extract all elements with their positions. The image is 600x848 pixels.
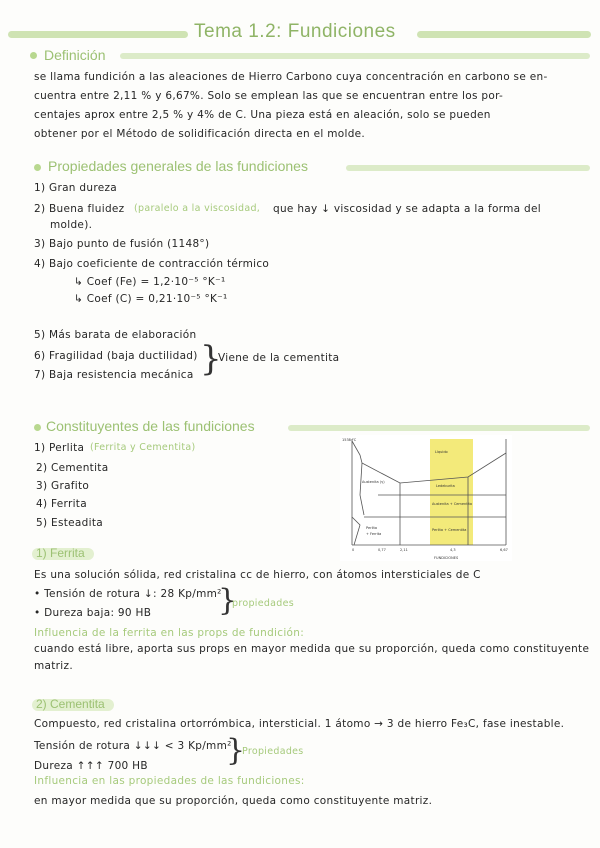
prop-2-note: (paralelo a la viscosidad,: [134, 203, 261, 214]
diagram-ledeburita: Ledeburita: [436, 484, 455, 488]
ferrita-infl-2: matriz.: [34, 660, 73, 672]
diagram-x-tick-label: 0,77: [378, 548, 386, 552]
heading-rule: [120, 53, 590, 59]
brace-note-cementita: Viene de la cementita: [218, 352, 340, 364]
def-line-1: se llama fundición a las aleaciones de Hierro Carbono cuya concentración en carbono se en-: [34, 71, 548, 83]
ferrita-line-1: Es una solución sólida, red cristalina cc de hierro, con átomos intersticiales de C: [34, 569, 481, 581]
cementita-infl-1: en mayor medida que su proporción, queda como constituyente matriz.: [34, 795, 433, 807]
page-title: Tema 1.2: Fundiciones: [194, 21, 396, 42]
diagram-austenita: Austenita (γ): [362, 480, 385, 484]
const-2: 2) Cementita: [36, 462, 109, 474]
prop-5: 5) Más barata de elaboración: [34, 329, 197, 341]
ferrita-bullet-2: • Dureza baja: 90 HB: [34, 607, 152, 619]
diagram-liquid: Líquido: [435, 450, 448, 454]
section-bullet: [30, 52, 37, 59]
ferrita-bullet-1: • Tensión de rotura ↓: 28 Kp/mm²: [34, 588, 222, 600]
diagram-temp-label: 1538 °C: [342, 438, 357, 442]
prop-4-fe: ↳ Coef (Fe) = 1,2·10⁻⁵ °K⁻¹: [74, 276, 226, 288]
prop-1: 1) Gran dureza: [34, 182, 118, 194]
diagram-x-caption: FUNDICIONES: [434, 556, 459, 560]
brace: }: [200, 339, 222, 379]
diagram-aust-cem: Austenita + Cementita: [432, 502, 473, 506]
section-bullet: [34, 164, 41, 171]
heading-constituyentes: Constituyentes de las fundiciones: [46, 418, 255, 434]
diagram-x-tick-label: 0: [352, 548, 355, 552]
def-line-4: obtener por el Método de solidificación directa en el molde.: [34, 128, 366, 140]
diagram-perlita-cem: Perlita + Cementita: [432, 528, 467, 532]
title-bar-right: [417, 31, 591, 38]
const-5: 5) Esteadita: [36, 517, 103, 529]
heading-rule: [346, 165, 590, 171]
ferrita-influencia: Influencia de la ferrita en las props de fundición:: [34, 627, 305, 639]
prop-2-cont: que hay ↓ viscosidad y se adapta a la forma del: [273, 203, 541, 215]
diagram-x-tick-label: 2,11: [400, 548, 408, 552]
diagram-x-tick-label: 4,3: [450, 548, 456, 552]
prop-2: 2) Buena fluidez: [34, 203, 125, 215]
title-bar-left: [8, 31, 188, 38]
def-line-3: centajes aprox entre 2,5 % y 4% de C. Una pieza está en aleación, solo se pueden: [34, 109, 491, 121]
const-4: 4) Ferrita: [36, 498, 87, 510]
cementita-bullet-1: Tensión de rotura ↓↓↓ < 3 Kp/mm²: [34, 740, 232, 752]
ferrita-infl-1: cuando está libre, aporta sus props en mayor medida que su proporción, queda como constituyente: [34, 643, 590, 655]
prop-6: 6) Fragilidad (baja ductilidad): [34, 350, 198, 362]
cementita-line-1: Compuesto, red cristalina ortorrómbica, intersticial. 1 átomo → 3 de hierro Fe₃C, fase inestable.: [34, 718, 565, 730]
prop-2-end: molde).: [50, 219, 93, 231]
prop-7: 7) Baja resistencia mecánica: [34, 369, 194, 381]
heading-cementita: 2) Cementita: [36, 697, 105, 711]
cementita-influencia: Influencia en las propiedades de las fundiciones:: [34, 775, 305, 787]
prop-4: 4) Bajo coeficiente de contracción térmico: [34, 258, 270, 270]
def-line-2: cuentra entre 2,11 % y 6,67%. Solo se emplean las que se encuentran entre los por-: [34, 90, 504, 102]
heading-rule: [288, 425, 590, 431]
const-3: 3) Grafito: [36, 480, 90, 492]
const-1: 1) Perlita: [34, 442, 85, 454]
prop-4-c: ↳ Coef (C) = 0,21·10⁻⁵ °K⁻¹: [74, 293, 228, 305]
section-bullet: [34, 424, 41, 431]
heading-ferrita: 1) Ferrita: [36, 546, 85, 560]
brace: }: [218, 583, 238, 618]
diagram-perlita: Perlita: [366, 526, 378, 530]
diagram-perlita-sub: + Ferrita: [366, 532, 382, 536]
prop-3: 3) Bajo punto de fusión (1148°): [34, 238, 210, 250]
const-1-note: (Ferrita y Cementita): [90, 442, 196, 453]
diagram-x-tick-label: 6,67: [500, 548, 508, 552]
brace: }: [226, 733, 246, 768]
heading-definicion: Definición: [44, 47, 106, 63]
fe-c-phase-diagram: [340, 435, 512, 561]
cementita-brace-label: Propiedades: [242, 746, 304, 757]
ferrita-brace-label: propiedades: [232, 598, 295, 609]
cementita-bullet-2: Dureza ↑↑↑ 700 HB: [34, 760, 148, 772]
heading-propiedades: Propiedades generales de las fundiciones: [48, 158, 308, 174]
